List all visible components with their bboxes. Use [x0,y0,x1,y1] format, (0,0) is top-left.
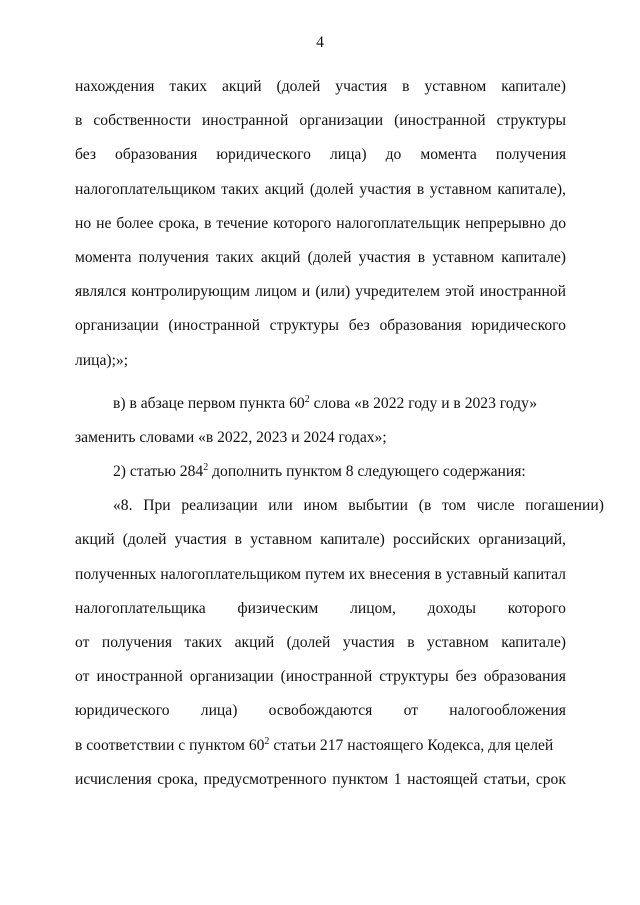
word: ином [303,497,338,515]
word: в [416,180,425,198]
word: (долей [276,78,321,95]
word: доходы [427,599,476,617]
word: пунктом [332,770,389,788]
word: организации [189,668,274,686]
word: структуры [379,668,449,686]
word: получения [101,634,173,651]
word: (долей [309,180,354,198]
word: реализации [181,497,258,515]
text-segment: в) в абзаце первом пункта 60 [113,394,305,412]
word: настоящей [407,770,478,788]
word: юридического [75,702,170,720]
word: физическим [237,599,319,617]
text-line [75,247,566,281]
word: участия [359,180,412,198]
word: внесения [369,565,431,583]
word: организаций, [478,531,566,549]
word: акций [234,634,275,651]
word: капитале) [501,634,566,651]
word: образования [483,668,566,686]
word: лица) [329,146,367,164]
word: нахождения [75,78,155,95]
word: структуры [269,317,340,335]
text-line-amendment-v [75,393,566,427]
word: момента [420,146,477,164]
text-line [75,769,566,803]
text-segment: дополнить пунктом 8 следующего содержания: [208,463,526,481]
word: участия [174,531,227,549]
text-line [75,598,566,632]
word: предусмотренного [203,770,327,788]
word: налогоплательщиком [160,565,301,583]
word: которого [273,214,332,232]
word: без [75,146,96,164]
word: юридического [471,317,566,335]
word: акций [75,531,115,549]
word: (долей [307,248,352,266]
word: уставном [432,248,495,266]
word: уставном [424,78,487,95]
word: участия [358,248,411,266]
word: получения [495,146,566,164]
word: их [349,565,366,583]
text-line [75,735,566,769]
text-line [75,144,566,178]
text-line [75,632,566,666]
text-line [75,315,566,349]
word: капитале) [320,531,385,549]
word: от [75,668,90,686]
text-segment: статьи 217 настоящего Кодекса, для целей [269,736,554,754]
superscript: 2 [264,735,270,747]
word: таких [221,180,259,198]
word: уставном [429,180,492,198]
word: до [550,214,566,232]
word: российских [393,531,471,549]
word: акций [222,78,262,95]
word: но [75,214,92,232]
word: собственности [93,112,191,130]
word: до [385,146,402,164]
word: лицом, [350,599,396,617]
text-line-item-2 [75,461,566,495]
text-line [75,281,566,315]
word: учредителем [355,283,441,301]
body-text [75,76,604,803]
word: (долей [122,531,167,549]
word: статьи, [483,770,531,788]
word: уставном [250,531,312,549]
word: уставном [427,634,489,651]
word: налогоплательщиком [75,180,216,198]
word: юридического [216,146,311,164]
word: капитале) [501,248,566,266]
word: в [417,248,426,266]
word: являлся [75,283,127,301]
word: иностранной [201,112,289,130]
text-line [75,564,566,598]
word: в [234,531,243,549]
word: иностранной [96,668,183,686]
word: контролирующим [131,283,250,301]
text-line [75,110,566,144]
word: акций [260,248,301,266]
word: организации [75,317,159,335]
word: числе [476,497,515,515]
superscript: 2 [304,393,310,405]
text-line [75,666,566,700]
word: налогообложения [449,702,566,720]
word: 1 [393,770,402,788]
word: не [96,214,112,232]
word: (иностранной [280,668,373,686]
word: в [402,78,410,95]
word: исчисления [75,770,152,788]
word: участия [342,634,395,651]
word: от [75,634,90,651]
word: (или) [315,283,351,301]
word: участия [335,78,388,95]
word: в [204,214,212,232]
word: капитале), [497,180,566,198]
word: непрерывно [465,214,546,232]
word: путем [305,565,345,583]
word: получения [138,248,209,266]
word: налогоплательщик [336,214,461,232]
word: которого [507,599,566,617]
word: том [442,497,467,515]
word: структуры [496,112,566,130]
word: выбытии [348,497,409,515]
word: таких [184,634,223,651]
text-segment: 2) статью 284 [113,463,204,481]
text-line [75,76,566,110]
word: и [301,283,311,301]
word: в [434,565,442,583]
text-line [75,179,566,213]
text-segment: в соответствии с пунктом 60 [75,736,265,754]
word: срока, [157,770,198,788]
page-number: 4 [316,34,324,51]
paragraph-gap [75,384,566,393]
word: капитал [513,565,566,583]
word: образования [379,317,462,335]
word: освобождаются [268,702,373,720]
word: таких [216,248,254,266]
word: (в [418,497,432,515]
word: (иностранной [394,112,486,130]
word: в [75,112,83,130]
text-line [75,700,566,734]
word: иностранной [479,283,566,301]
word: (иностранной [168,317,260,335]
text-segment: слова «в 2022 году и в 2023 году» [309,394,538,412]
text-line: заменить словами «в 2022, 2023 и 2024 годах»; [75,428,387,446]
word: течение [216,214,269,232]
word: без [455,668,477,686]
word: капитале) [501,78,566,95]
word: налогоплательщика [75,599,206,617]
word: полученных [75,565,157,583]
word: от [403,702,419,720]
word: срока, [158,214,200,232]
text-line: лица);»; [75,351,129,369]
word: «8. [113,497,133,515]
word: или [268,497,293,515]
word: При [143,497,171,515]
text-line [75,495,604,529]
word: уставный [445,565,510,583]
word: лицом [255,283,297,301]
word: организации [299,112,384,130]
word: момента [75,248,132,266]
word: погашении) [525,497,604,515]
word: лица) [200,702,238,720]
word: срок [535,770,566,788]
word: в [407,634,415,651]
superscript: 2 [203,462,209,474]
text-line [75,529,566,563]
word: таких [169,78,208,95]
word: этой [445,283,475,301]
word: акций [264,180,305,198]
text-line [75,213,566,247]
word: без [348,317,370,335]
word: более [116,214,154,232]
word: (долей [286,634,331,651]
word: образования [115,146,198,164]
